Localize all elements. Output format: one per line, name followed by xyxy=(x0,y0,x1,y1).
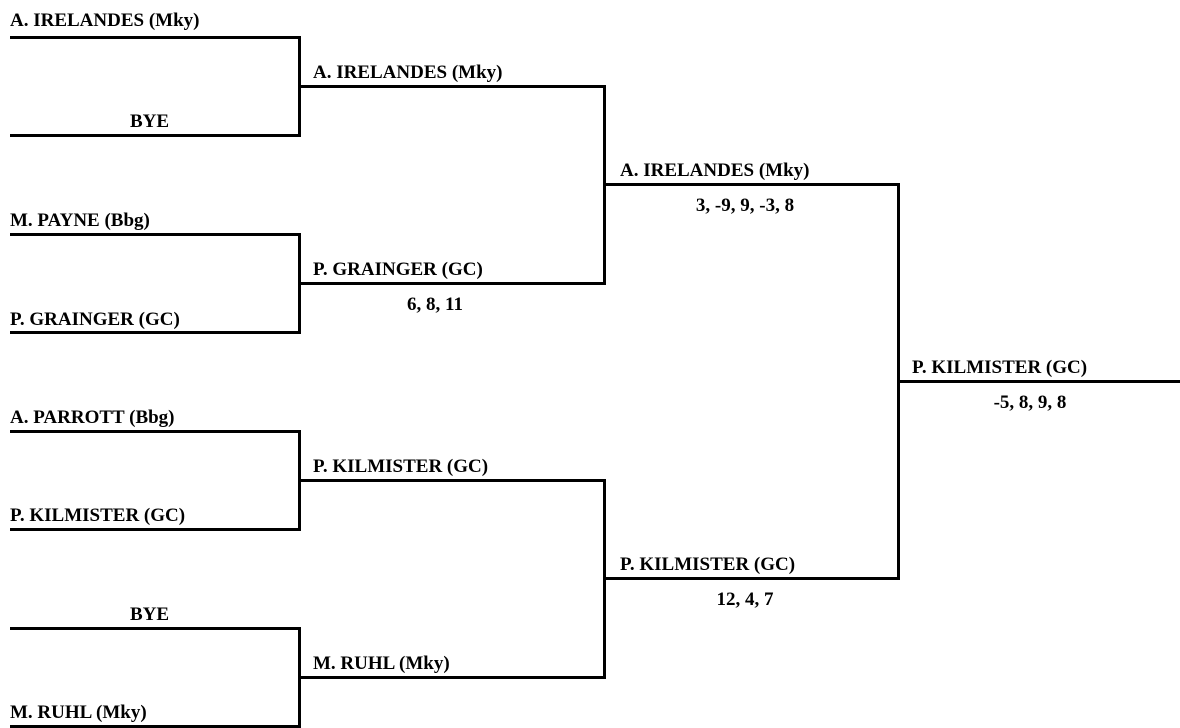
r2-winner-3: P. KILMISTER (GC) xyxy=(313,456,489,477)
r2-winner-2: P. GRAINGER (GC) xyxy=(313,259,483,280)
r1-entrant-7: BYE xyxy=(130,604,170,625)
r1-entrant-5: A. PARROTT (Bbg) xyxy=(10,407,175,428)
r1-line-3 xyxy=(10,233,301,236)
r1-entrant-1: A. IRELANDES (Mky) xyxy=(10,10,200,31)
r3-line-1 xyxy=(603,183,900,186)
r3-winner-2: P. KILMISTER (GC) xyxy=(620,554,796,575)
r2-line-3 xyxy=(298,479,606,482)
r1-line-2 xyxy=(10,134,301,137)
r1-entrant-2: BYE xyxy=(130,111,170,132)
r3-line-2 xyxy=(603,577,900,580)
r1-entrant-6: P. KILMISTER (GC) xyxy=(10,505,186,526)
r2-line-1 xyxy=(298,85,606,88)
r1-line-1 xyxy=(10,36,301,39)
r3-winner-1: A. IRELANDES (Mky) xyxy=(620,160,810,181)
r2-line-2 xyxy=(298,282,606,285)
r1-entrant-4: P. GRAINGER (GC) xyxy=(10,309,180,330)
r2-line-4 xyxy=(298,676,606,679)
r1-line-6 xyxy=(10,528,301,531)
r3-score-1: 3, -9, 9, -3, 8 xyxy=(695,195,795,216)
final-winner: P. KILMISTER (GC) xyxy=(912,357,1088,378)
r2-winner-4: M. RUHL (Mky) xyxy=(313,653,450,674)
final-line xyxy=(897,380,1180,383)
r1-line-7 xyxy=(10,627,301,630)
r3-score-2: 12, 4, 7 xyxy=(716,589,774,610)
r1-line-4 xyxy=(10,331,301,334)
r2-score-2: 6, 8, 11 xyxy=(407,294,463,315)
r2-winner-1: A. IRELANDES (Mky) xyxy=(313,62,503,83)
final-score: -5, 8, 9, 8 xyxy=(993,392,1067,413)
r1-entrant-3: M. PAYNE (Bbg) xyxy=(10,210,150,231)
r1-line-5 xyxy=(10,430,301,433)
r1-entrant-8: M. RUHL (Mky) xyxy=(10,702,147,723)
